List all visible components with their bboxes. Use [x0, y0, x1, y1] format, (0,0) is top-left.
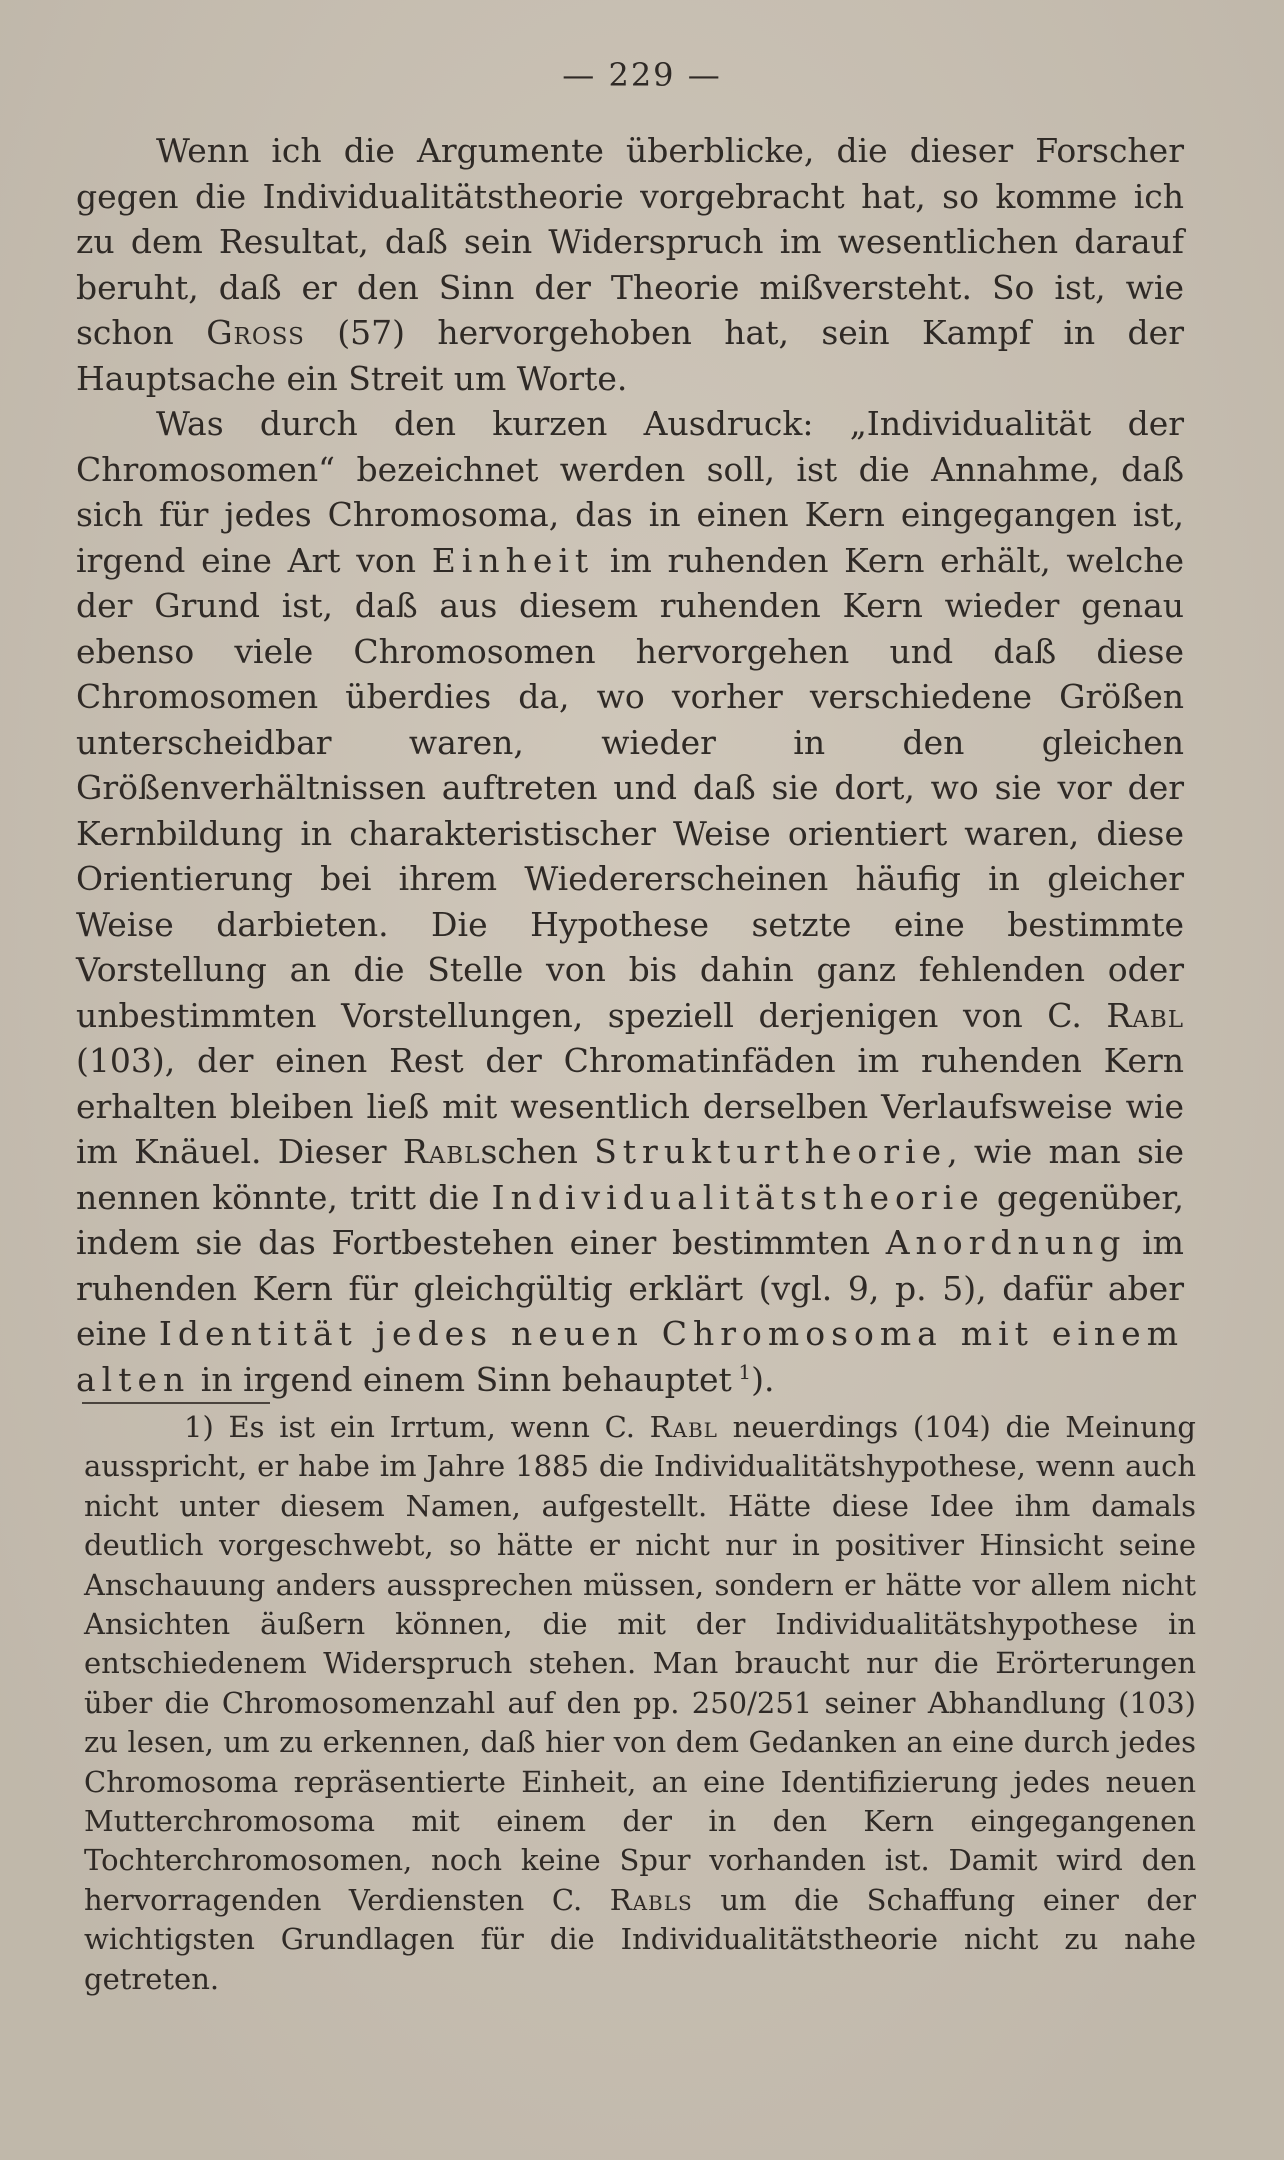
paragraph-2-text-g: in irgend einem Sinn behauptet [200, 1359, 732, 1399]
emphasis-anordnung: Anordnung [885, 1223, 1127, 1262]
author-rabl: Rabl [402, 1132, 481, 1171]
footnote [84, 1408, 1196, 1999]
author-rabl: Rabl [1106, 995, 1184, 1035]
footnote-1 [84, 1408, 1196, 1999]
body-text [76, 128, 1184, 1402]
emphasis-strukturtheorie: Strukturtheorie [594, 1132, 948, 1171]
footnote-reference: 1 [738, 1359, 752, 1384]
paragraph-2 [76, 401, 1184, 1402]
emphasis-identitaet: Identität jedes neuen Chromosoma mit einem alten [76, 1314, 1184, 1399]
paragraph-1-end: (57) hervorgehoben hat, sein Kampf in der Hauptsache ein Streit um Worte. [76, 313, 1184, 398]
paragraph-2-text-b: im ruhenden Kern erhält, welche der Grund ist, daß aus diesem ruhenden Kern wieder genau ebenso viele Chromosomen hervorgehen und daß diese Chromosomen überdies da, wo vorher verschiedene Größen unterscheidbar waren, wieder in den gleichen Größenverhältnissen auftreten und daß sie dort, wo sie vor der Kernbildung in charakteristischer Weise orientiert waren, diese Orientierung bei ihrem Wiedererscheinen häufig in gleicher Weise darbieten. Die Hypothese setzte eine bestimmte Vorstellung an die Stelle von bis dahin ganz fehlenden oder unbestimmten Vorstellungen, speziell derjenigen von C. [76, 540, 1185, 1035]
footnote-text-b: neuerdings (104) die Meinung ausspricht, er habe im Jahre 1885 die Individualitätshypothese, wenn auch nicht unter diesem Namen, aufgestellt. Hätte diese Idee ihm damals deutlich vorgeschwebt, so hätte er nicht nur in positiver Hinsicht seine Anschauung anders aussprechen müssen, sondern er hätte vor allem nicht Ansichten äußern können, die mit der Individualitätshypothese in entschiedenem Widerspruch stehen. Man braucht nur die Erörterungen über die Chromosomenzahl auf den pp. 250/251 seiner Abhandlung (103) zu lesen, um zu erkennen, daß hier von dem Gedanken an eine durch jedes Chromosoma repräsentierte Einheit, an eine Identifizierung jedes neuen Mutterchromosoma mit einem der in den Kern eingegangenen Tochterchromosomen, noch keine Spur vorhanden ist. Damit wird den hervorragenden Verdiensten C. [84, 1410, 1197, 1917]
paragraph-2-text-a: Was durch den kurzen Ausdruck: „Individualität der Chromosomen“ bezeichnet werden soll, ist die Annahme, daß sich für jedes Chromosoma, das in einen Kern eingegangen ist, irgend eine Art von [76, 404, 1184, 580]
paragraph-2-text-c: (103), der einen Rest der Chromatinfäden im ruhenden Kern erhalten bleiben ließ mit wesentlich derselben Verlaufsweise wie im Knäuel. Dieser [76, 1041, 1184, 1171]
emphasis-individualitaetstheorie: Individualitätstheorie [491, 1177, 985, 1217]
paragraph-1 [76, 128, 1184, 401]
paragraph-2-text-e: gegenüber, indem sie das Fortbestehen einer bestimmten [76, 1177, 1184, 1262]
paragraph-2-schen: schen [480, 1132, 578, 1171]
paragraph-2-text-d: , wie man sie nennen könnte, tritt die [76, 1132, 1184, 1217]
paragraph-1-text: Wenn ich die Argumente überblicke, die dieser Forscher gegen die Individualitätstheorie vorgebracht hat, so komme ich zu dem Resultat, daß sein Widerspruch im wesentlichen darauf beruht, daß er den Sinn der Theorie mißversteht. So ist, wie schon [76, 131, 1184, 352]
paragraph-2-text-f: im ruhenden Kern für gleichgültig erklärt (vgl. 9, p. 5), dafür aber eine [76, 1223, 1184, 1353]
emphasis-einheit: Einheit [431, 540, 595, 580]
paragraph-2-text-h: ). [751, 1359, 775, 1399]
footnote-text-c: um die Schaffung einer der wichtigsten Grundlagen für die Individualitätstheorie nicht zu nahe getreten. [84, 1882, 1197, 1996]
page-number: — 229 — [562, 56, 722, 94]
author-gross: Gross [206, 313, 305, 352]
footnote-text-a: 1) Es ist ein Irrtum, wenn C. [184, 1410, 635, 1444]
author-rabl: Rabl [649, 1410, 718, 1444]
footnote-divider [82, 1402, 270, 1404]
author-rabls: Rabls [609, 1882, 693, 1917]
